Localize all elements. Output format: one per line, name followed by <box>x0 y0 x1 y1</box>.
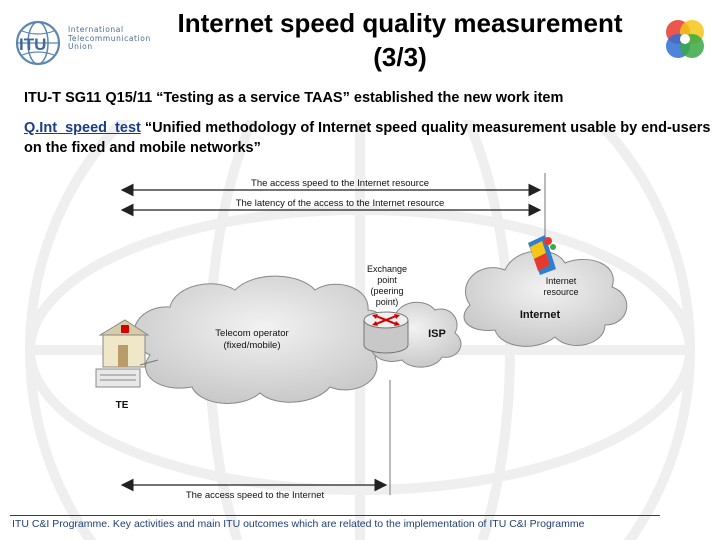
terminal-equipment-icon <box>96 320 148 387</box>
access-speed-internet-label: The access speed to the Internet <box>185 490 325 501</box>
footer-text: ITU C&I Programme. Key activities and main ITU outcomes which are related to the implementation of ITU C&I Programme <box>12 518 585 530</box>
exchange-point-label-1: Exchange <box>366 264 408 274</box>
title-line-2: (3/3) <box>373 42 427 72</box>
access-speed-resource-label: The access speed to the Internet resource <box>251 178 429 189</box>
exchange-point-label-4: point) <box>375 297 399 307</box>
slide-title <box>140 6 660 74</box>
itu-globe-icon <box>14 18 66 68</box>
intro-paragraph: ITU-T SG11 Q15/11 “Testing as a service TAAS” established the new work item <box>24 90 564 106</box>
svg-text:ITU: ITU <box>19 35 47 54</box>
work-item-description: “Unified methodology of Internet speed quality measurement usable by end-users on the fixed and mobile networks” <box>24 120 711 156</box>
logo-line-3: Union <box>68 42 93 52</box>
network-diagram <box>0 165 720 515</box>
logo-line-1: International <box>68 25 124 34</box>
exchange-point-label-2: point <box>377 275 397 285</box>
work-item-paragraph <box>24 118 714 158</box>
itu-logo-text <box>68 26 151 52</box>
te-label: TE <box>115 400 129 411</box>
telecom-operator-label-2: (fixed/mobile) <box>223 340 281 351</box>
footer-divider <box>10 515 660 516</box>
color-wheel-logo <box>660 14 710 64</box>
latency-label: The latency of the access to the Internet resource <box>235 198 445 209</box>
internet-label: Internet <box>519 309 561 321</box>
isp-label: ISP <box>428 328 446 340</box>
logo-line-2: Telecommunication <box>68 33 151 43</box>
internet-resource-label-2: resource <box>543 287 579 297</box>
exchange-point-label-3: (peering <box>370 286 404 296</box>
telecom-operator-label-1: Telecom operator <box>215 328 289 339</box>
exchange-router-icon <box>364 312 408 353</box>
internet-resource-label-1: Internet <box>545 276 577 286</box>
title-line-1: Internet speed quality measurement <box>177 8 623 38</box>
work-item-link[interactable]: Q.Int_speed_test <box>24 120 141 136</box>
